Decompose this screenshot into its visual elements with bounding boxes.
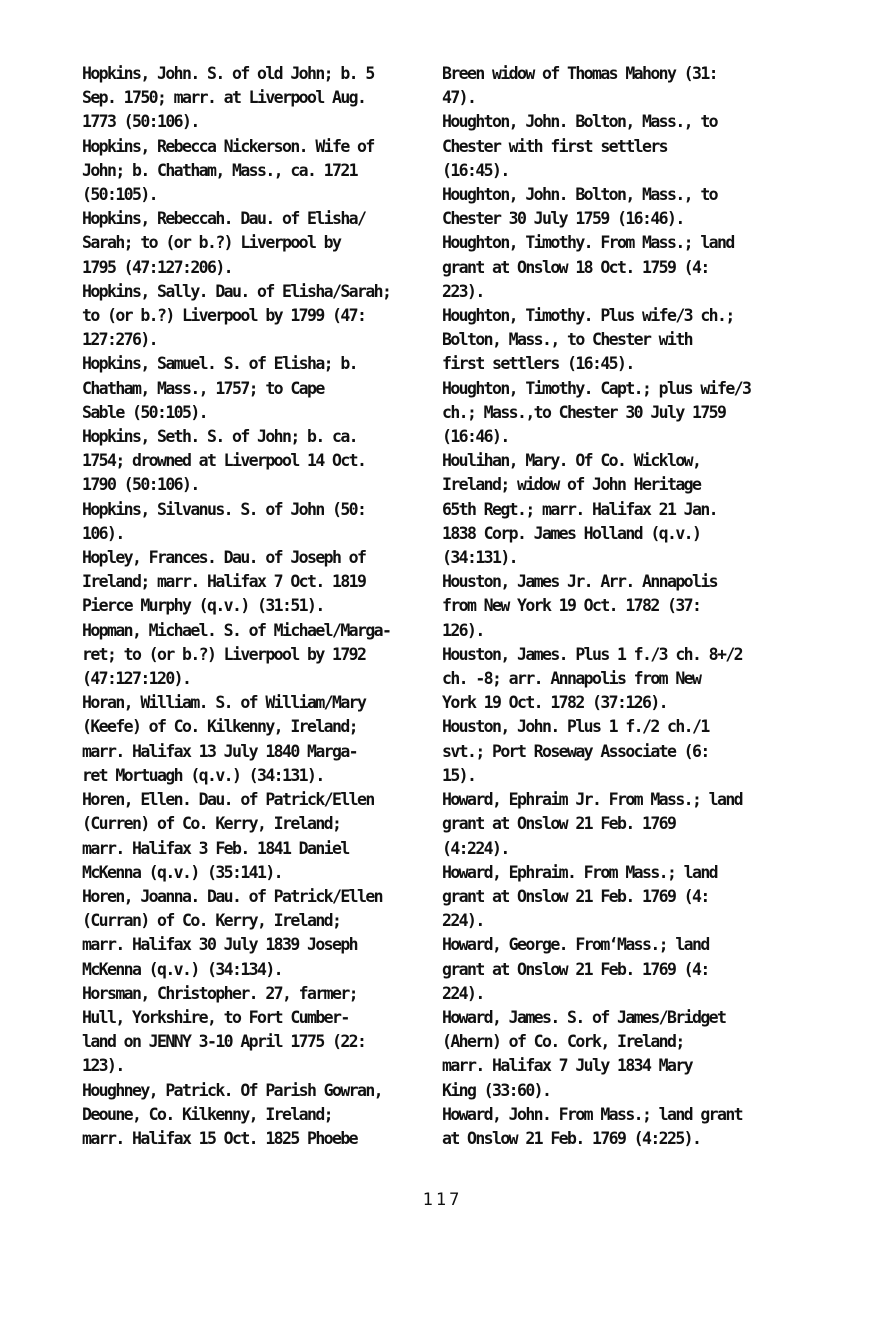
entry-line: 224). [442,911,484,931]
index-entry [82,207,462,280]
entry-line: Pierce Murphy (q.v.) (31:51). [82,596,324,616]
index-entry [442,933,822,1006]
entry-line: Ireland; widow of John Heritage [442,475,701,495]
entry-line: Houghton, John. Bolton, Mass., to [442,185,718,205]
entry-line: (50:105). [82,185,158,205]
entry-line: at Onslow 21 Feb. 1769 (4:225). [442,1128,701,1148]
entry-line: Howard, John. From Mass.; land grant [442,1104,743,1124]
entry-line: ret; to (or b.?) Liverpool by 1792 [82,644,366,664]
index-entry [442,570,822,643]
index-entry [442,1006,822,1103]
entry-line: Chester with first settlers [442,136,668,156]
entry-line: Horan, William. S. of William/Mary [82,693,366,713]
entry-line: King (33:60). [442,1080,551,1100]
entry-line: Hopkins, Rebecca Nickerson. Wife of [82,136,374,156]
entry-line: first settlers (16:45). [442,354,634,374]
index-entry [82,982,462,1079]
entry-line: marr. Halifax 3 Feb. 1841 Daniel [82,838,349,858]
page-number: 117 [422,1190,463,1210]
entry-line: svt.; Port Roseway Associate (6: [442,741,709,761]
entry-line: Houghton, Timothy. From Mass.; land [442,233,734,253]
entry-line: 126). [442,620,484,640]
entry-line: 223). [442,281,484,301]
index-entry [82,546,462,619]
index-entry [442,377,822,450]
entry-line: Hopkins, Silvanus. S. of John (50: [82,499,366,519]
entry-line: ch.; Mass.,to Chester 30 July 1759 [442,402,726,422]
entry-line: marr. Halifax 30 July 1839 Joseph [82,935,358,955]
entry-line: Ireland; marr. Halifax 7 Oct. 1819 [82,572,366,592]
entry-line: ret Mortuagh (q.v.) (34:131). [82,765,324,785]
entry-line: from New York 19 Oct. 1782 (37: [442,596,701,616]
entry-line: 1838 Corp. James Holland (q.v.) [442,523,701,543]
index-entry [82,352,462,425]
index-entry [442,183,822,231]
index-entry [442,861,822,934]
entry-line: grant at Onslow 21 Feb. 1769 [442,814,676,834]
entry-line: marr. Halifax 7 July 1834 Mary [442,1056,693,1076]
entry-line: marr. Halifax 15 Oct. 1825 Phoebe [82,1128,358,1148]
entry-line: Chester 30 July 1759 (16:46). [442,209,684,229]
entry-line: (34:131). [442,548,518,568]
index-entry [442,1103,822,1151]
entry-line: Sarah; to (or b.?) Liverpool by [82,233,341,253]
entry-line: Hopkins, Rebeccah. Dau. of Elisha/ [82,209,366,229]
entry-line: (Curran) of Co. Kerry, Ireland; [82,911,341,931]
entry-line: 65th Regt.; marr. Halifax 21 Jan. [442,499,718,519]
entry-line: Howard, Ephraim. From Mass.; land [442,862,718,882]
entry-line: Hopkins, Sally. Dau. of Elisha/Sarah; [82,281,391,301]
entry-line: Bolton, Mass., to Chester with [442,330,693,350]
entry-line: York 19 Oct. 1782 (37:126). [442,693,668,713]
entry-line: Houghton, Timothy. Plus wife/3 ch.; [442,306,734,326]
index-entry [442,110,822,183]
entry-line: Houghton, Timothy. Capt.; plus wife/3 [442,378,751,398]
index-entry [82,788,462,885]
entry-line: Houghton, John. Bolton, Mass., to [442,112,718,132]
entry-line: 127:276). [82,330,158,350]
entry-line: (4:224). [442,838,509,858]
index-entry [82,1079,462,1152]
index-entry [82,280,462,353]
index-entry [82,135,462,208]
entry-line: 1754; drowned at Liverpool 14 Oct. [82,451,366,471]
entry-line: Hopley, Frances. Dau. of Joseph of [82,548,366,568]
entry-line: (16:45). [442,160,509,180]
index-entry [82,425,462,498]
entry-line: Howard, Ephraim Jr. From Mass.; land [442,790,743,810]
index-entry [82,62,462,135]
entry-line: 1795 (47:127:206). [82,257,233,277]
entry-line: Houghney, Patrick. Of Parish Gowran, [82,1080,383,1100]
index-entry [82,619,462,692]
entry-line: John; b. Chatham, Mass., ca. 1721 [82,160,358,180]
entry-line: Hull, Yorkshire, to Fort Cumber- [82,1007,349,1027]
entry-line: Horen, Joanna. Dau. of Patrick/Ellen [82,886,383,906]
entry-line: (47:127:120). [82,669,191,689]
entry-line: 106). [82,523,124,543]
entry-line: Houston, John. Plus 1 f./2 ch./1 [442,717,709,737]
entry-line: McKenna (q.v.) (34:134). [82,959,283,979]
entry-line: McKenna (q.v.) (35:141). [82,862,283,882]
entry-line: Breen widow of Thomas Mahony (31: [442,64,718,83]
entry-line: Horen, Ellen. Dau. of Patrick/Ellen [82,790,374,810]
entry-line: 1790 (50:106). [82,475,199,495]
entry-line: Deoune, Co. Kilkenny, Ireland; [82,1104,333,1124]
entry-line: Howard, James. S. of James/Bridget [442,1007,726,1027]
left-column [82,62,462,1151]
entry-line: land on JENNY 3-10 April 1775 (22: [82,1032,366,1052]
entry-line: Horsman, Christopher. 27, farmer; [82,983,358,1003]
entry-line: (Ahern) of Co. Cork, Ireland; [442,1032,684,1052]
index-entry [82,885,462,982]
entry-line: Houston, James Jr. Arr. Annapolis [442,572,718,592]
index-entry [442,715,822,788]
entry-line: Hopkins, John. S. of old John; b. 5 [82,64,374,83]
entry-line: (16:46). [442,427,509,447]
index-entry [442,449,822,570]
entry-line: Chatham, Mass., 1757; to Cape [82,378,324,398]
entry-line: Sep. 1750; marr. at Liverpool Aug. [82,88,366,108]
entry-line: 123). [82,1056,124,1076]
index-entry [442,231,822,304]
entry-line: grant at Onslow 18 Oct. 1759 (4: [442,257,709,277]
index-entry [442,788,822,861]
entry-line: grant at Onslow 21 Feb. 1769 (4: [442,886,709,906]
entry-line: 1773 (50:106). [82,112,199,132]
entry-line: (Keefe) of Co. Kilkenny, Ireland; [82,717,358,737]
index-entry [82,498,462,546]
entry-line: ch. -8; arr. Annapolis from New [442,669,701,689]
index-entry [82,691,462,788]
index-entry [442,643,822,716]
entry-line: 15). [442,765,476,785]
entry-line: (Curren) of Co. Kerry, Ireland; [82,814,341,834]
index-entry [442,304,822,377]
entry-line: marr. Halifax 13 July 1840 Marga- [82,741,358,761]
index-entry [442,62,822,110]
entry-line: Houlihan, Mary. Of Co. Wicklow, [442,451,701,471]
entry-line: Hopkins, Samuel. S. of Elisha; b. [82,354,358,374]
entry-line: 47). [442,88,476,108]
entry-line: Houston, James. Plus 1 f./3 ch. 8+/2 [442,644,743,664]
right-column [442,62,822,1151]
entry-line: Hopman, Michael. S. of Michael/Marga- [82,620,391,640]
entry-line: Sable (50:105). [82,402,208,422]
entry-line: Howard, George. From‘Mass.; land [442,935,709,955]
entry-line: 224). [442,983,484,1003]
entry-line: grant at Onslow 21 Feb. 1769 (4: [442,959,709,979]
entry-line: to (or b.?) Liverpool by 1799 (47: [82,306,366,326]
entry-line: Hopkins, Seth. S. of John; b. ca. [82,427,358,447]
